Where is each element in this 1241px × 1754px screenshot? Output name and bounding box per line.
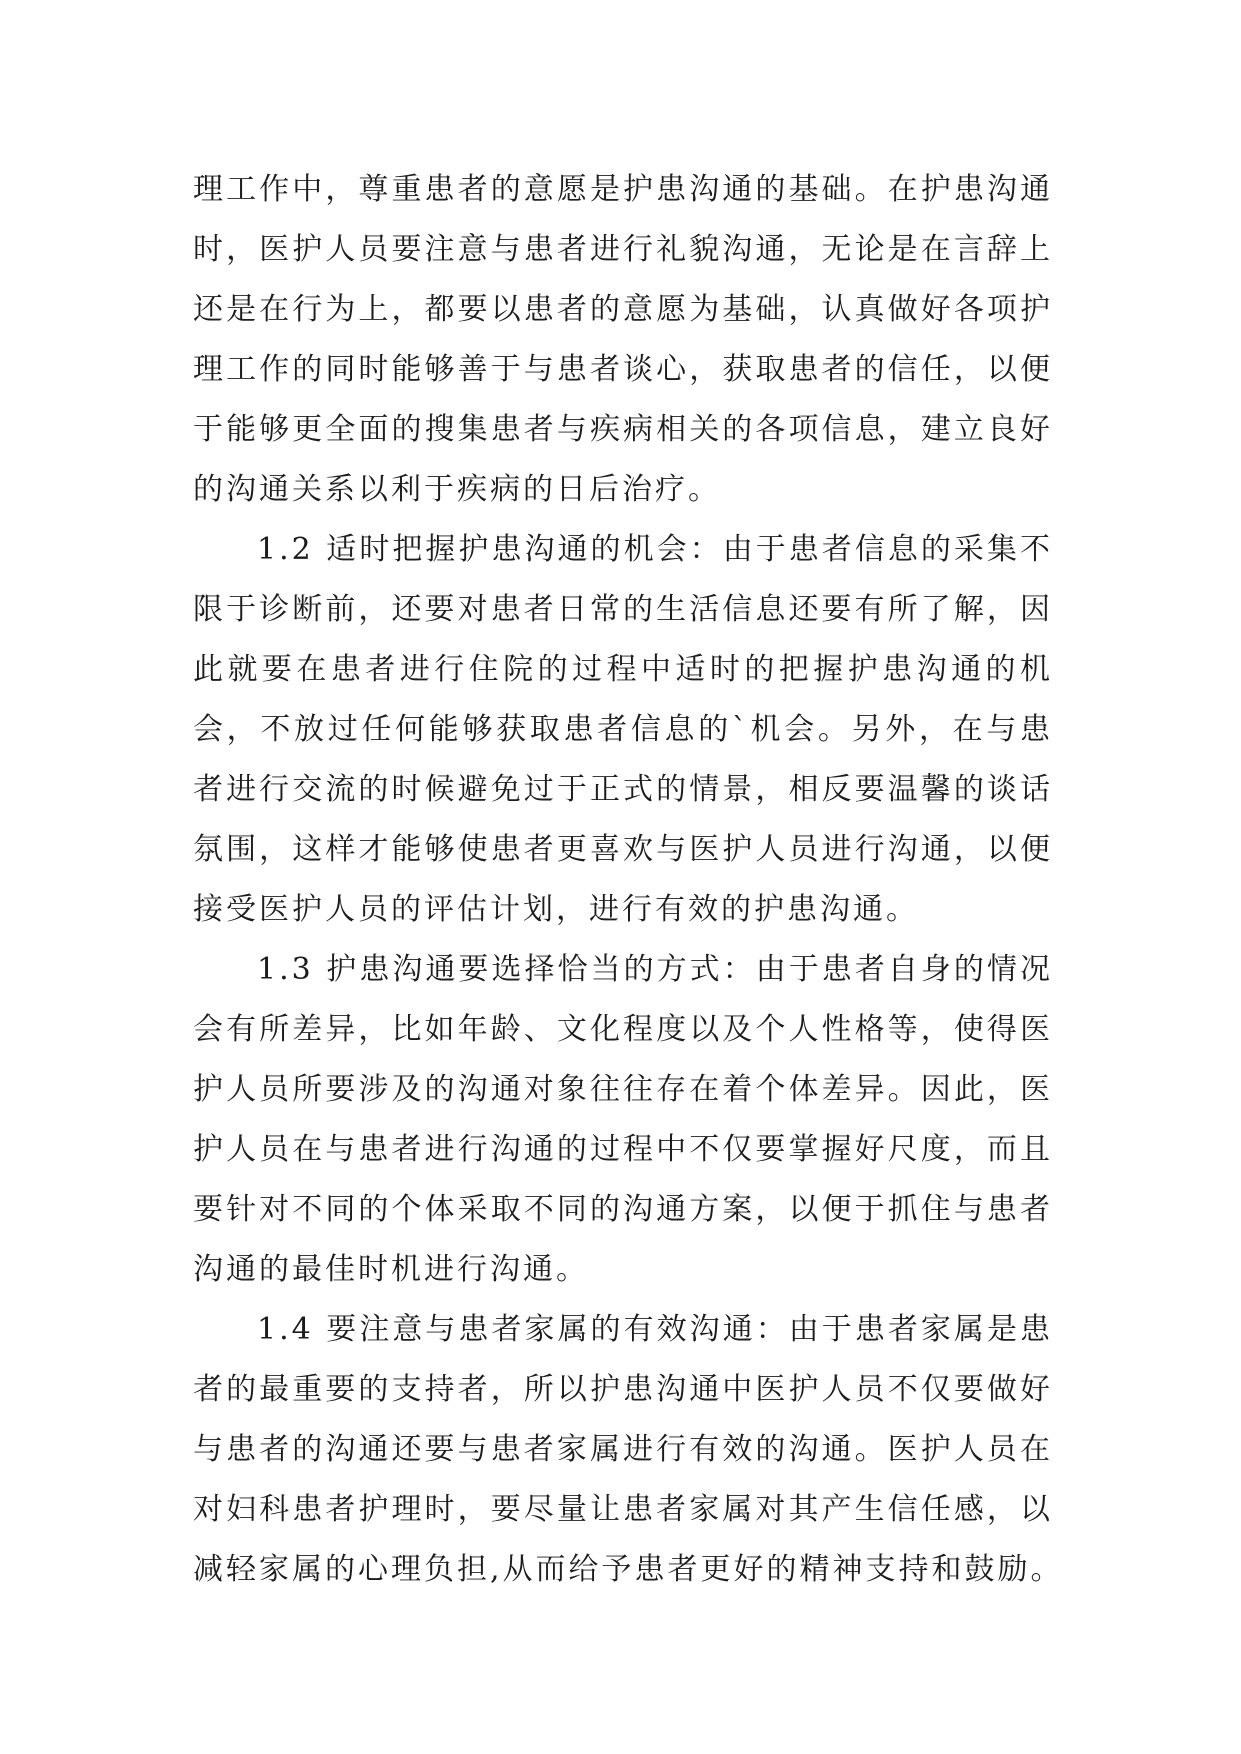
text-line: 与患者的沟通还要与患者家属进行有效的沟通。医护人员在 <box>193 1432 1053 1467</box>
text-line: 于能够更全面的搜集患者与疾病相关的各项信息，建立良好 <box>193 412 1053 447</box>
text-line: 理工作中，尊重患者的意愿是护患沟通的基础。在护患沟通 <box>193 172 1053 207</box>
body-text <box>193 160 1064 1600</box>
text-line: 护人员在与患者进行沟通的过程中不仅要掌握好尺度，而且 <box>193 1132 1053 1167</box>
section-heading-line: 1.2 适时把握护患沟通的机会：由于患者信息的采集不 <box>257 532 1053 567</box>
text-line: 对妇科患者护理时，要尽量让患者家属对其产生信任感，以 <box>193 1492 1053 1527</box>
text-line: 会有所差异，比如年龄、文化程度以及个人性格等，使得医 <box>193 1012 1053 1047</box>
section-heading-line: 1.3 护患沟通要选择恰当的方式：由于患者自身的情况 <box>257 952 1053 987</box>
text-line: 要针对不同的个体采取不同的沟通方案，以便于抓住与患者 <box>193 1192 1053 1227</box>
text-line: 的沟通关系以利于疾病的日后治疗。 <box>193 472 721 507</box>
text-line: 还是在行为上，都要以患者的意愿为基础，认真做好各项护 <box>193 292 1053 327</box>
text-line: 接受医护人员的评估计划，进行有效的护患沟通。 <box>193 892 919 927</box>
section-heading-line: 1.4 要注意与患者家属的有效沟通：由于患者家属是患 <box>257 1312 1053 1347</box>
text-line: 氛围，这样才能够使患者更喜欢与医护人员进行沟通，以便 <box>193 832 1053 867</box>
text-line: 限于诊断前，还要对患者日常的生活信息还要有所了解，因 <box>193 592 1053 627</box>
text-line: 会，不放过任何能够获取患者信息的`机会。另外，在与患 <box>193 712 1053 747</box>
text-line: 时，医护人员要注意与患者进行礼貌沟通，无论是在言辞上 <box>193 232 1053 267</box>
text-line: 者的最重要的支持者，所以护患沟通中医护人员不仅要做好 <box>193 1372 1053 1407</box>
text-line: 沟通的最佳时机进行沟通。 <box>193 1252 589 1287</box>
text-line: 护人员所要涉及的沟通对象往往存在着个体差异。因此，医 <box>193 1072 1053 1107</box>
text-line: 此就要在患者进行住院的过程中适时的把握护患沟通的机 <box>193 652 1053 687</box>
text-line: 减轻家属的心理负担,从而给予患者更好的精神支持和鼓励。 <box>193 1552 1064 1587</box>
text-line: 者进行交流的时候避免过于正式的情景，相反要温馨的谈话 <box>193 772 1053 807</box>
text-line: 理工作的同时能够善于与患者谈心，获取患者的信任，以便 <box>193 352 1053 387</box>
